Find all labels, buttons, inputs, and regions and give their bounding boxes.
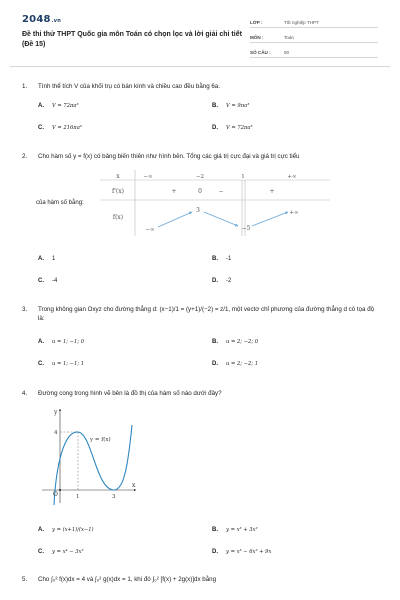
option-b[interactable] [212, 526, 258, 535]
option-text: -1 [226, 256, 232, 262]
option-text: V = 216πa³ [52, 125, 82, 131]
option-a[interactable] [38, 526, 94, 535]
option-label: C. [38, 278, 44, 284]
question-number: 1. [22, 83, 28, 90]
option-label: B. [212, 103, 218, 109]
option-a[interactable] [38, 102, 79, 111]
option-a[interactable] [38, 338, 84, 347]
option-label: C. [38, 125, 44, 131]
option-d[interactable] [212, 124, 253, 133]
y-axis-label: y [54, 409, 58, 416]
question-text: Trong không gian Oxyz cho đường thẳng d: (x−1)/1 = (y+1)/(−2) = z/1, một vectơ chỉ phương của đường thẳng d có tọa độ là: [38, 306, 375, 322]
arrow-down-icon [204, 212, 238, 226]
meta-row-count [250, 46, 378, 58]
option-label: D. [212, 278, 218, 284]
option-text: -2 [226, 278, 232, 284]
arrow-up-icon [158, 212, 192, 227]
meta-key: SỐ CÂU : [250, 50, 271, 55]
f-value: −5 [241, 225, 251, 232]
site-logo[interactable] [22, 14, 61, 25]
option-label: C. [38, 361, 44, 367]
question-text: Đường cong trong hình vẽ bên là đồ thị của hàm số nào dưới đây? [38, 390, 222, 397]
option-c[interactable] [38, 124, 82, 133]
option-text: V = 72πa³ [52, 103, 79, 109]
option-label: A. [38, 527, 44, 533]
function-graph [40, 405, 140, 505]
tick-label-x1: 1 [76, 494, 80, 500]
option-b[interactable] [212, 255, 231, 264]
question-number: 2. [22, 153, 28, 160]
option-a[interactable] [38, 255, 55, 264]
question-3 [22, 305, 382, 375]
question-number: 3. [22, 306, 28, 313]
option-text: u = 1; −1; 0 [52, 339, 85, 345]
x-value: −2 [195, 174, 205, 180]
meta-panel [250, 16, 378, 61]
tick-label-x3: 3 [112, 494, 116, 500]
option-c[interactable] [38, 277, 57, 286]
arrow-up-icon [252, 212, 288, 226]
option-label: C. [38, 549, 44, 555]
question-text: Cho ∫₀² f(x)dx = 4 và ∫₀² g(x)dx = 1, khi đó ∫₀² [f(x) + 2g(x)]dx bằng [38, 576, 217, 583]
logo-suffix: .vn [51, 18, 61, 24]
option-text: y = x³ − 6x² + 9x [226, 549, 272, 555]
meta-row-class [250, 16, 378, 28]
option-d[interactable] [212, 360, 258, 369]
option-b[interactable] [212, 338, 258, 347]
meta-key: LỚP : [250, 20, 263, 25]
option-text: 1 [52, 256, 56, 262]
option-label: A. [38, 256, 44, 262]
meta-row-subject [250, 31, 378, 43]
document-title: Đề thi thử THPT Quốc gia môn Toán có chọn lọc và lời giải chi tiết (Đề 15) [22, 31, 242, 48]
option-d[interactable] [212, 277, 231, 286]
meta-value: 50 [284, 50, 290, 55]
question-number: 4. [22, 390, 28, 397]
meta-key: MÔN : [250, 35, 264, 40]
question-1 [22, 82, 382, 142]
option-text: -4 [52, 278, 58, 284]
option-c[interactable] [38, 548, 84, 557]
option-c[interactable] [38, 360, 84, 369]
option-text: u = 1; −1; 1 [52, 361, 85, 367]
option-label: B. [212, 527, 218, 533]
variation-table [100, 170, 330, 236]
origin-point [59, 489, 61, 491]
option-text: V = 9πa³ [226, 103, 250, 109]
option-label: D. [212, 549, 218, 555]
x-value: 1 [241, 174, 245, 180]
x-axis-label: x [132, 482, 136, 489]
f-value: 3 [196, 207, 200, 214]
option-label: D. [212, 361, 218, 367]
option-text: y = x³ + 3x² [226, 527, 258, 533]
x-value: +∞ [287, 174, 297, 180]
sign: − [218, 188, 224, 195]
option-label: B. [212, 256, 218, 262]
option-label: B. [212, 339, 218, 345]
meta-value: Tốt nghiệp THPT [284, 20, 319, 25]
header-divider [10, 66, 390, 67]
option-text: y = (x+1)/(x−1) [52, 527, 94, 533]
tick-label-y: 4 [54, 430, 58, 436]
option-d[interactable] [212, 548, 271, 557]
option-text: y = x⁴ − 3x² [52, 549, 84, 555]
row-head-fx: f(x) [112, 214, 124, 221]
row-head-x: x [116, 173, 120, 180]
question-number: 5. [22, 576, 28, 583]
option-text: V = 72πa³ [226, 125, 253, 131]
option-text: u = 2; −2; 1 [226, 361, 259, 367]
f-value: +∞ [289, 210, 299, 216]
f-value: −∞ [145, 227, 155, 233]
question-5 [22, 575, 382, 589]
sign: 0 [198, 188, 202, 195]
table-caption: của hàm số bằng: [36, 200, 84, 206]
sign: + [269, 188, 275, 195]
logo-text: 2048 [22, 14, 51, 25]
option-text: u = 2; −2; 0 [226, 339, 259, 345]
origin-label: O [53, 491, 58, 498]
option-label: A. [38, 103, 44, 109]
option-label: D. [212, 125, 218, 131]
option-b[interactable] [212, 102, 249, 111]
row-head-derivative: f'(x) [112, 188, 124, 195]
curve-label: y = f(x) [90, 437, 111, 443]
sign: + [171, 188, 177, 195]
question-text: Cho hàm số y = f(x) có bảng biến thiên như hình bên. Tổng các giá trị cực đại và giá trị cực tiểu [38, 153, 300, 160]
question-text: Tính thể tích V của khối trụ có bán kính và chiều cao đều bằng 6a. [38, 83, 220, 90]
option-label: A. [38, 339, 44, 345]
meta-value: Toán [284, 35, 294, 40]
x-value: −∞ [143, 174, 153, 180]
